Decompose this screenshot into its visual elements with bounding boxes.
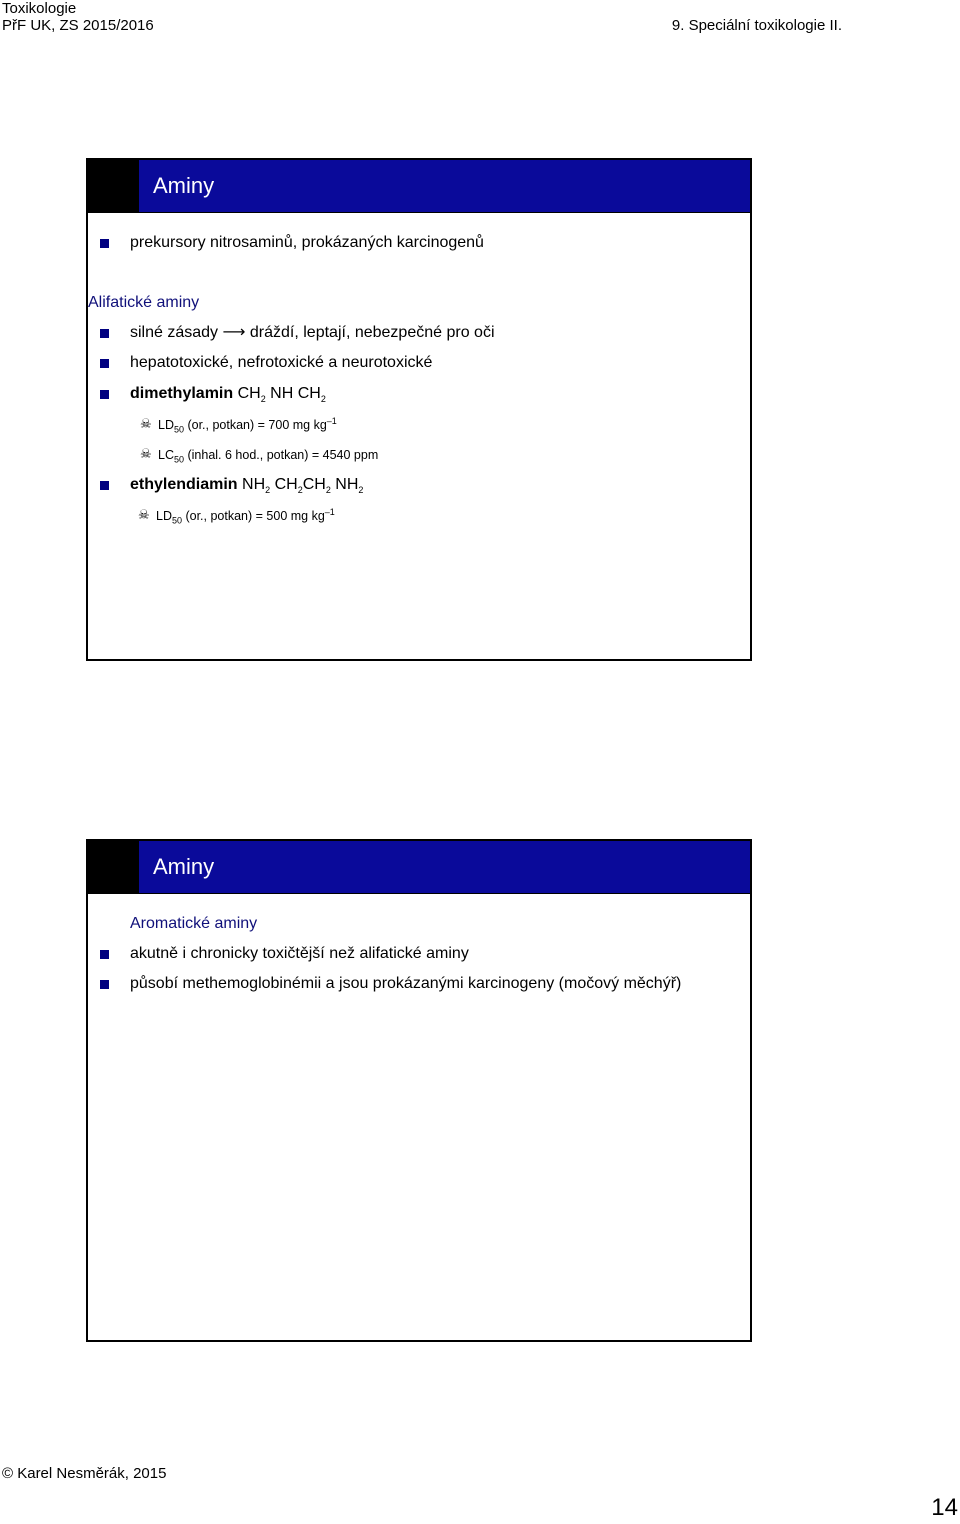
title-accent [88, 841, 139, 893]
bullet-aromatic-toxicity [130, 944, 469, 964]
bullet-bases [130, 323, 495, 343]
bullet-text: hepatotoxické, nefrotoxické a neurotoxické [130, 354, 433, 371]
compound-name: ethylendiamin [130, 476, 238, 493]
sub-item-ld50: ☠ $LD_{50}$ (or., potkan) = 700 mg $kg^{-1}$ [140, 415, 337, 435]
section-heading-text: Aromatické aminy [130, 915, 258, 932]
section-heading-text: Alifatické aminy [88, 294, 200, 311]
sub-item-ld50: ☠ $LD_{50}$ (or., potkan) = 500 mg $kg^{-1}$ [138, 506, 335, 526]
skull-icon: ☠ [138, 507, 150, 522]
semester-label: PřF UK, ZS 2015/2016 [2, 17, 154, 34]
bullet-aromatic-effects [130, 974, 681, 994]
chemical-formula: $NH_2$ $CH_2CH_2$ $NH_2$ [242, 476, 364, 496]
slide-title-bar [88, 841, 750, 894]
page-number: 14 [931, 1494, 958, 1521]
bullet-text: dráždí, leptají, nebezpečné pro oči [249, 324, 495, 341]
bullet-ethylenediamine [130, 475, 363, 495]
bullet-dimethylamine [130, 384, 326, 404]
slide-1 [86, 158, 752, 661]
skull-icon: ☠ [140, 446, 152, 461]
chapter-label: 9. Speciální toxikologie II. [671, 17, 842, 34]
slide-2 [86, 839, 752, 1342]
arrow-icon: ⟶ [222, 324, 246, 341]
copyright: © Karel Nesměrák, 2015 [2, 1465, 167, 1482]
skull-icon: ☠ [140, 416, 152, 431]
bullet-text: akutně i chronicky toxičtější než alifatické aminy [130, 945, 469, 962]
bullet-intro [130, 233, 484, 253]
sub-item-lc50: ☠ $LC_{50}$ (inhal. 6 hod., potkan) = 4540 ppm [140, 446, 379, 465]
course-name: Toxikologie [2, 0, 77, 17]
slide-title-bar [88, 160, 750, 213]
section-heading [130, 914, 257, 934]
title-accent [88, 160, 139, 212]
compound-name: dimethylamin [130, 385, 234, 402]
bullet-toxicity [130, 353, 432, 373]
bullet-text: silné zásady [130, 324, 219, 341]
chemical-formula: $CH_2$ NH $CH_2$ [237, 385, 326, 405]
slide-title: Aminy [139, 841, 750, 893]
bullet-intro-text: prekursory nitrosaminů, prokázaných karcinogenů [130, 234, 484, 251]
bullet-text: působí methemoglobinémii a jsou prokázanými karcinogeny (močový měchýř) [130, 975, 682, 992]
section-heading [88, 293, 199, 313]
slide-title: Aminy [139, 160, 750, 212]
